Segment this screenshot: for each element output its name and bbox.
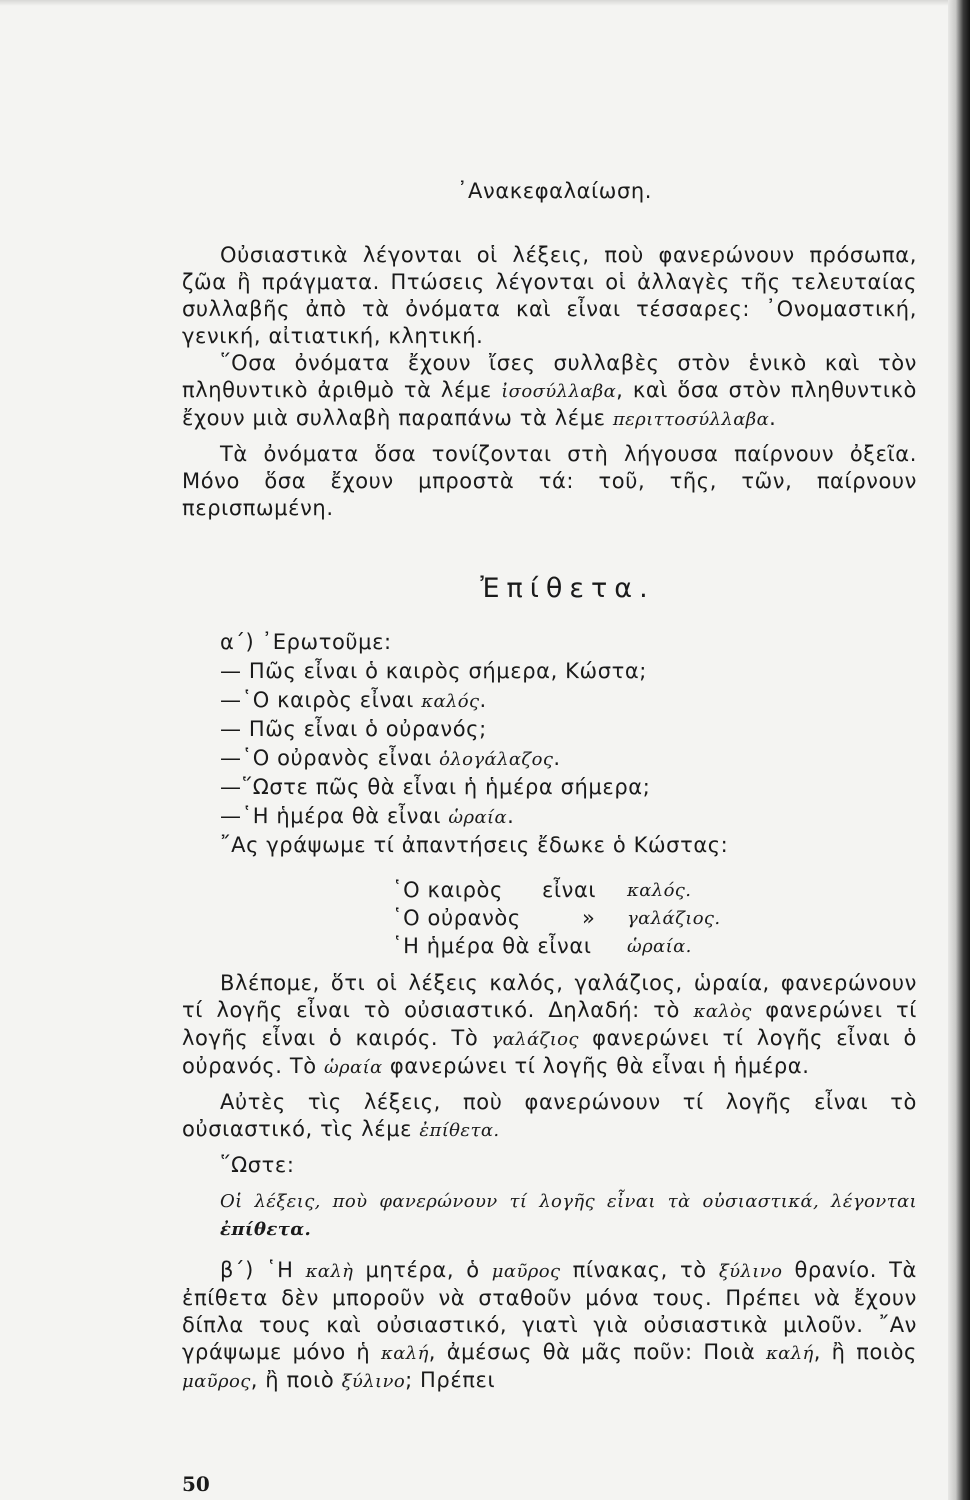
- section-intro: α΄) ᾿Ερωτοῦμε:: [220, 630, 392, 654]
- summary-paragraph-1: Οὐσιαστικὰ λέγονται οἱ λέξεις, ποὺ φανερώνουν πρόσωπα, ζῶα ἢ πράγματα. Πτώσεις λέγονται οἱ ἀλλαγὲς τῆς τελευταίας συλλαβῆς ἀπὸ τὰ ὀνόματα καὶ εἶναι τέσσαρες: ᾿Ονομαστική, γενική, αἰτιατική, κλητική.: [182, 243, 917, 348]
- dialogue-line: —῾Η ἡμέρα θὰ εἶναι ὡραία.: [220, 804, 515, 828]
- summary-title: ᾿Ανακεφαλαίωση.: [456, 179, 653, 203]
- definition-paragraph: Αὐτὲς τὶς λέξεις, ποὺ φανερώνουν τί λογῆς εἶναι τὸ οὐσιαστικό, τὶς λέμε ἐπίθετα.: [182, 1090, 917, 1141]
- dialogue-line: — Πῶς εἶναι ὁ καιρὸς σήμερα, Κώστα;: [220, 659, 647, 683]
- so-label: ῞Ωστε:: [220, 1153, 295, 1177]
- explanation-paragraph: Βλέπομε, ὅτι οἱ λέξεις καλός, γαλάζιος, ὡραία, φανερώνουν τί λογῆς εἶναι τὸ οὐσιαστικό. Δηλαδή: τὸ καλὸς φανερώνει τί λογῆς εἶναι ὁ καιρός. Τὸ γαλάζιος φανερώνει τί λογῆς εἶναι ὁ οὐρανός. Τὸ ὡραία φανερώνει τί λογῆς θὰ εἶναι ἡ ἡμέρα.: [182, 971, 918, 1078]
- answers-row: ῾Η ἡμέρα θὰ εἶναι ὡραία.: [392, 934, 692, 958]
- beta-paragraph: β΄) ῾Η καλὴ μητέρα, ὁ μαῦρος πίνακας, τὸ ξύλινο θρανίο. Τὰ ἐπίθετα δὲν μποροῦν νὰ σταθοῦν μόνα τους. Πρέπει νὰ ἔχουν δίπλα τους καὶ οὐσιαστικό, γιατὶ γιὰ οὐσιαστικὰ μιλοῦν. ῎Αν γράψωμε μόνο ἡ καλή, ἀμέσως θὰ μᾶς ποῦν: Ποιὰ καλή, ἢ ποιὸς μαῦρος, ἢ ποιὸ ξύλινο; Πρέπει: [182, 1258, 917, 1392]
- page-number: 50: [182, 1472, 210, 1496]
- dialogue-line: — Πῶς εἶναι ὁ οὐρανός;: [220, 717, 487, 741]
- scan-right-edge: [948, 0, 970, 1500]
- summary-paragraph-2: ῞Οσα ὀνόματα ἔχουν ἴσες συλλαβὲς στὸν ἑνικὸ καὶ τὸν πληθυντικὸ ἀριθμὸ τὰ λέμε ἰσοσύλλαβα, καὶ ὅσα στὸν πληθυντικὸ ἔχουν μιὰ συλλαβὴ παραπάνω τὰ λέμε περιττοσύλλαβα.: [182, 351, 917, 430]
- dialogue-line: —῾Ο καιρὸς εἶναι καλός.: [220, 688, 487, 712]
- section-heading: Ἐπίθετα.: [480, 573, 655, 604]
- scan-top-edge: [0, 0, 970, 6]
- rule-statement: Οἱ λέξεις, ποὺ φανερώνουν τί λογῆς εἶναι τὰ οὐσιαστικά, λέγονται ἐπίθετα.: [220, 1191, 917, 1240]
- page-body: [182, 178, 917, 1395]
- term-perissosyllable: περιττοσύλλαβα: [612, 409, 770, 430]
- answers-table: [182, 877, 917, 961]
- dialogue-line: —῞Ωστε πῶς θὰ εἶναι ἡ ἡμέρα σήμερα;: [220, 775, 651, 799]
- dialogue-line: ῎Ας γράψωμε τί ἀπαντήσεις ἔδωκε ὁ Κώστας:: [220, 833, 729, 857]
- answers-row: ῾Ο καιρὸς εἶναι καλός.: [392, 878, 692, 902]
- term-isosyllable: ἰσοσύλλαβα: [501, 381, 617, 402]
- summary-paragraph-3: Τὰ ὀνόματα ὅσα τονίζονται στὴ λήγουσα παίρνουν ὀξεῖα. Μόνο ὅσα ἔχουν μπροστὰ τά: τοῦ, τῆς, τῶν, παίρνουν περισπωμένη.: [182, 442, 917, 520]
- dialogue: [182, 658, 917, 860]
- dialogue-line: —῾Ο οὐρανὸς εἶναι ὁλογάλαζος.: [220, 746, 561, 770]
- answers-row: ῾Ο οὐρανὸς » γαλάζιος.: [392, 906, 721, 930]
